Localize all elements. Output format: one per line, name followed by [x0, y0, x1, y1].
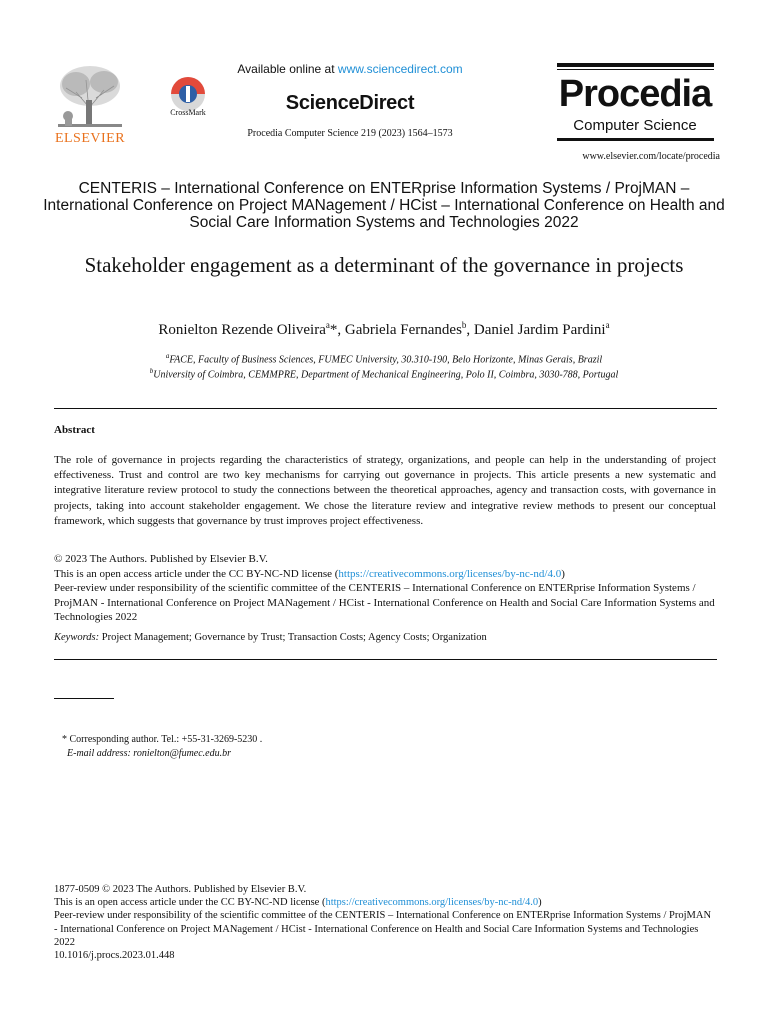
license-prefix: This is an open access article under the CC BY-NC-ND license (: [54, 567, 339, 580]
conference-name: CENTERIS – International Conference on ENTERprise Information Systems / ProjMAN – International Conference on Project MANagement / HCist – International Conference on Health and Social Care Information Systems and Technologies 2022: [43, 180, 725, 231]
email-address[interactable]: ronielton@fumec.edu.br: [133, 748, 231, 759]
author-name: Gabriela Fernandes: [344, 322, 462, 338]
keywords-line: [54, 632, 716, 643]
affiliation-b: [60, 367, 708, 380]
corresponding-mark: *: [329, 322, 338, 338]
abstract-body: The role of governance in projects regarding the characteristics of strategy, organizations, and people can help in the understanding of project effectiveness. Trust and control are two key mechanisms for carrying out governance in projects. This article presents a new systematic and integrative literature review protocol to study the connections between the theoretical approaches, agency and transaction costs, with governance in projects, taking into account stakeholder engagement. We chose the literature review and integrative review methods to present our conceptual framework, which suggests that governance by trust improves project effectiveness.: [54, 454, 716, 527]
publisher-name: ELSEVIER: [54, 131, 126, 146]
affiliation-sup: a: [165, 352, 170, 360]
abstract-top-rule: [54, 408, 717, 409]
affiliation-a: [60, 352, 708, 365]
footnote-rule: [54, 698, 114, 699]
license-link[interactable]: https://creativecommons.org/licenses/by-nc-nd/4.0: [338, 567, 562, 580]
page-footer: [54, 883, 716, 962]
email-label: E-mail address:: [67, 748, 131, 759]
license-line: [54, 567, 716, 582]
procedia-logo-title: Procedia: [558, 73, 712, 115]
availability-line: [200, 62, 500, 76]
footer-peer-review: Peer-review under responsibility of the scientific committee of the CENTERIS – International Conference on ENTERprise Information Systems / ProjMAN - International Conference on Project MANagement / HCist - International Conference on Health and Social Care Information Systems and Technologies 2022: [54, 910, 712, 948]
author-affil-sup: b: [461, 320, 467, 330]
crossmark-label: CrossMark: [170, 108, 206, 117]
procedia-rule-bottom: [557, 138, 714, 141]
sciencedirect-brand: ScienceDirect: [285, 92, 415, 114]
issn-line: 1877-0509 © 2023 The Authors. Published by Elsevier B.V.: [54, 884, 307, 895]
abstract-heading: Abstract: [54, 424, 95, 436]
email-line: [62, 747, 662, 761]
procedia-rule-top: [557, 63, 714, 67]
author-affil-sup: a: [605, 320, 610, 330]
corresponding-author-line: * Corresponding author. Tel.: +55-31-3269-5230 .: [62, 734, 263, 745]
journal-citation: Procedia Computer Science 219 (2023) 1564–1573: [247, 128, 453, 139]
author-affil-sup: a: [325, 320, 330, 330]
footer-license-line: [54, 896, 716, 909]
affiliation-text: University of Coimbra, CEMMPRE, Department of Mechanical Engineering, Polo II, Coimbra, 3030-788, Portugal: [153, 369, 619, 381]
license-suffix: ): [561, 567, 565, 580]
affiliation-sup: b: [149, 367, 154, 375]
abstract-bottom-rule: [54, 659, 717, 660]
author-name: Daniel Jardim Pardini: [473, 322, 606, 338]
keywords-label: Keywords:: [54, 632, 100, 643]
footer-license-prefix: This is an open access article under the CC BY-NC-ND license (: [54, 897, 326, 909]
copyright-block: [54, 552, 716, 625]
procedia-rule-top-thin: [557, 69, 714, 70]
peer-review-line: Peer-review under responsibility of the scientific committee of the CENTERIS – International Conference on ENTERprise Information Systems / ProjMAN - International Conference on Project MANagement / HCist - International Conference on Health and Social Care Information Systems and Technologies 2022: [54, 582, 715, 623]
paper-title: Stakeholder engagement as a determinant of the governance in projects: [84, 253, 684, 277]
author-name: Ronielton Rezende Oliveira: [158, 322, 326, 338]
correspondence-note: [62, 733, 662, 761]
footer-license-suffix: ): [538, 897, 542, 909]
journal-url[interactable]: www.elsevier.com/locate/procedia: [582, 151, 720, 162]
author-list: Ronielton Rezende Oliveira$^a$*, Gabriela Fernandes$^b$, Daniel Jardim Pardini$^a$: [158, 320, 610, 338]
sciencedirect-link[interactable]: www.sciencedirect.com: [337, 62, 463, 76]
footer-license-link[interactable]: https://creativecommons.org/licenses/by-nc-nd/4.0: [325, 897, 539, 909]
copyright-line: © 2023 The Authors. Published by Elsevier B.V.: [54, 553, 268, 565]
doi[interactable]: 10.1016/j.procs.2023.01.448: [54, 950, 175, 962]
affiliation-text: FACE, Faculty of Business Sciences, FUMEC University, 30.310-190, Belo Horizonte, Minas Gerais, Brazil: [169, 354, 603, 366]
procedia-logo-subtitle: Computer Science: [573, 117, 697, 134]
keywords-list: Project Management; Governance by Trust; Transaction Costs; Agency Costs; Organization: [101, 632, 487, 643]
availability-prefix: Available online at: [237, 62, 338, 76]
